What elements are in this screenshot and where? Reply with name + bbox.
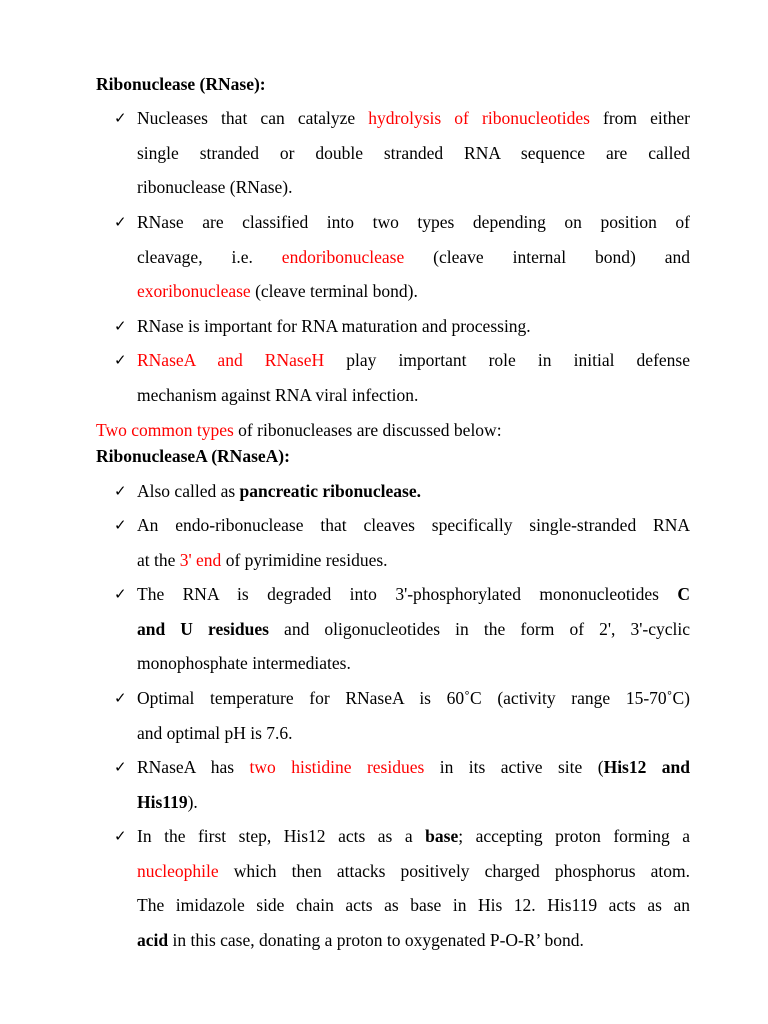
bold-text: acid	[137, 929, 169, 950]
list-item	[114, 309, 690, 344]
text-line: His119).	[137, 791, 198, 812]
bold-text: and U residues	[137, 618, 269, 639]
text-line: monophosphate intermediates.	[137, 653, 351, 674]
checkmark-icon: ✓	[114, 317, 127, 335]
checkmark-icon: ✓	[114, 516, 127, 534]
highlight-text: nucleophile	[137, 860, 219, 881]
list-item	[114, 101, 691, 205]
checkmark-icon: ✓	[114, 482, 127, 500]
highlight-text: two histidine residues	[249, 757, 425, 777]
section-heading-rnase: Ribonuclease (RNase):	[96, 74, 266, 94]
text-line: exoribonuclease (cleave terminal bond).	[137, 281, 418, 302]
list-item	[114, 508, 690, 577]
list-item	[114, 205, 690, 309]
text-line: An endo-ribonuclease that cleaves specifically single-stranded RNA	[137, 515, 690, 535]
text-line: mechanism against RNA viral infection.	[137, 384, 419, 405]
text-line: cleavage, i.e. endoribonuclease (cleave internal bond) and	[137, 246, 690, 267]
text-line: and optimal pH is 7.6.	[137, 722, 293, 743]
text-line: RNaseA and RNaseH play important role in initial defense	[137, 350, 691, 370]
list-item	[114, 819, 690, 957]
bold-text: pancreatic ribonuclease.	[239, 481, 422, 501]
list-item	[114, 681, 690, 750]
intro-line: Two common types of ribonucleases are discussed below:	[96, 420, 502, 440]
bold-text: His119	[137, 791, 188, 812]
checkmark-icon: ✓	[114, 213, 127, 231]
text-line: RNase is important for RNA maturation and processing.	[137, 316, 531, 336]
text-line: at the 3' end of pyrimidine residues.	[137, 549, 388, 570]
highlight-text: RNaseA and RNaseH	[137, 350, 325, 370]
list-item	[114, 750, 691, 819]
bold-text: His12 and	[603, 757, 691, 777]
text-line: acid in this case, donating a proton to oxygenated P-O-R’ bond.	[137, 929, 584, 950]
checkmark-icon: ✓	[114, 827, 127, 845]
text-line: Optimal temperature for RNaseA is 60˚C (activity range 15-70˚C)	[137, 688, 690, 708]
highlight-text: exoribonuclease	[137, 281, 251, 302]
highlight-text: endoribonuclease	[281, 246, 405, 267]
text-line: RNase are classified into two types depending on position of	[137, 212, 690, 232]
section-heading-rnasea: RibonucleaseA (RNaseA):	[96, 446, 290, 466]
text-line: Also called as pancreatic ribonuclease.	[137, 481, 422, 501]
highlight-text: hydrolysis of ribonucleotides	[368, 108, 590, 128]
checkmark-icon: ✓	[114, 109, 127, 127]
text-line: nucleophile which then attacks positively charged phosphorus atom.	[137, 860, 690, 881]
checkmark-icon: ✓	[114, 585, 127, 603]
checkmark-icon: ✓	[114, 758, 127, 776]
highlight-text: 3' end	[179, 549, 222, 570]
text-line: The imidazole side chain acts as base in His 12. His119 acts as an	[137, 895, 690, 916]
bold-text: C	[677, 584, 690, 604]
highlight-text: Two common types	[96, 420, 234, 440]
text-line: RNaseA has two histidine residues in its active site (His12 and	[137, 757, 691, 777]
text-line: In the first step, His12 acts as a base; accepting proton forming a	[137, 826, 690, 846]
list-item	[114, 577, 690, 681]
text-line: ribonuclease (RNase).	[137, 177, 293, 198]
text-line: Nucleases that can catalyze hydrolysis of ribonucleotides from either	[137, 108, 691, 128]
checkmark-icon: ✓	[114, 689, 127, 707]
list-item	[114, 474, 690, 509]
list-item	[114, 343, 691, 412]
checkmark-icon: ✓	[114, 351, 127, 369]
text-line: The RNA is degraded into 3'-phosphorylated mononucleotides C	[137, 584, 690, 604]
bold-text: base	[425, 826, 459, 846]
text-line: single stranded or double stranded RNA sequence are called	[137, 142, 690, 163]
text-line: and U residues and oligonucleotides in the form of 2', 3'-cyclic	[137, 618, 690, 639]
